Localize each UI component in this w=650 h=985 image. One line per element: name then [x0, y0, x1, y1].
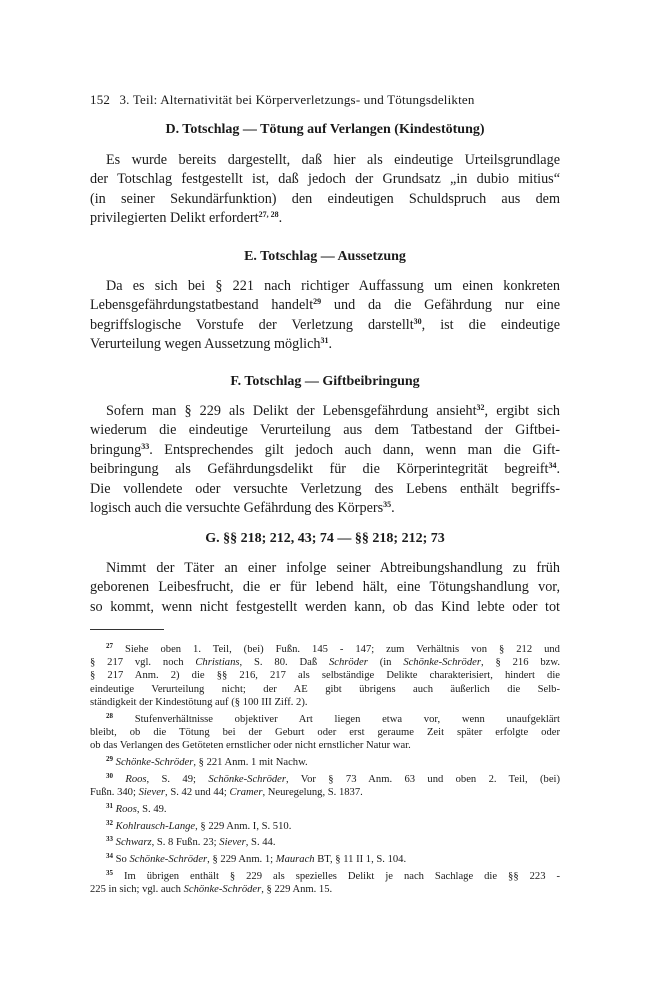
footnote-line [90, 756, 560, 769]
text-fragment: Verurteilung wegen Aussetzung möglich [90, 336, 321, 353]
text-fragment: Sofern man § 229 als Delikt der Lebensgefährdung ansieht [106, 403, 477, 419]
text-line [90, 316, 560, 335]
text-fragment: beibringung als Gefährdungsdelikt für die Körperintegrität begreift [90, 461, 549, 478]
text-fragment: . [278, 210, 283, 227]
section-heading-e: E. Totschlag — Aussetzung [244, 249, 406, 264]
text-fragment: , § 216 bzw. [480, 657, 560, 669]
text-fragment: , ergibt sich [484, 403, 560, 419]
text-line: Die vollendete oder versuchte Verletzung des Lebens enthält begriffs- [90, 480, 560, 497]
text-fragment: Siehe oben 1. Teil, (bei) Fußn. 145 - 147; zum Verhältnis von § 212 und [124, 644, 560, 655]
footnote-line [90, 786, 560, 799]
text-line: geborenen Leibesfrucht, die er für lebend hält, eine Tötungshandlung vor, [90, 579, 560, 596]
footnote-32 [90, 820, 560, 833]
footnote-number: 34 [106, 852, 113, 860]
author-name: Siever [219, 837, 246, 848]
footnote-line: § 217 Anm. 2) die §§ 216, 217 als selbständige Delikte charakterisiert, hindert die [90, 670, 560, 682]
text-fragment: § 217 vgl. noch [90, 657, 196, 669]
footnote-33 [90, 836, 560, 849]
author-name: Siever [138, 787, 166, 799]
text-line [90, 335, 560, 354]
footnote-divider [90, 629, 164, 630]
footnote-number: 28 [106, 712, 113, 720]
text-fragment: . Entsprechendes gilt jedoch auch dann, wenn man die Gift- [149, 441, 560, 458]
text-fragment: , S. 8 Fußn. 23; [151, 837, 220, 848]
footnote-ref: 34 [548, 461, 557, 471]
author-name: Schönke-Schröder [115, 757, 194, 768]
footnote-28 [90, 713, 560, 753]
text-line: wiederum die eindeutige Verurteilung aus dem Tatbestand der Giftbei- [90, 422, 560, 439]
text-fragment: , Neuregelung, S. 1837. [262, 787, 363, 799]
footnote-30 [90, 773, 560, 799]
footnote-line: ständigkeit der Kindestötung auf (§ 100 III Ziff. 2). [90, 696, 308, 708]
section-heading-g: G. §§ 218; 212, 43; 74 — §§ 218; 212; 73 [205, 531, 445, 546]
running-head-title: 3. Teil: Alternativität bei Körperverletzungs- und Tötungsdelikten [119, 92, 475, 107]
footnote-number: 33 [106, 835, 113, 843]
footnote-ref: 35 [383, 500, 392, 510]
footnote-ref: 33 [141, 441, 150, 451]
footnote-ref: 30 [413, 316, 422, 326]
text-line: Es wurde bereits dargestellt, daß hier als eindeutige Urteilsgrundlage [106, 152, 560, 168]
text-fragment: , S. 49. [136, 804, 167, 815]
footnote-line [90, 713, 560, 726]
footnote-ref: 29 [313, 297, 322, 307]
text-fragment: und da die Gefährdung nur eine [321, 297, 560, 314]
text-fragment: , ist die eindeutige [421, 316, 560, 333]
text-fragment: Lebensgefährdungstatbestand handelt [90, 297, 314, 314]
text-fragment: , § 229 Anm. 15. [261, 884, 333, 896]
footnote-line [90, 883, 560, 896]
text-fragment: , S. 42 und 44; [165, 787, 230, 799]
author-name: Schönke-Schröder [129, 854, 208, 865]
text-fragment: So [115, 854, 130, 865]
footnote-34 [90, 853, 560, 866]
text-fragment: Stufenverhältnisse objektiver Art liegen etwa vor, wenn unaufgeklärt [134, 714, 560, 725]
text-fragment: . [328, 336, 333, 353]
text-fragment: 225 in sich; vgl. auch [90, 884, 184, 896]
text-fragment: . [556, 461, 560, 478]
footnote-number: 31 [106, 802, 113, 810]
footnote-ref: 31 [320, 336, 329, 346]
text-line: der Totschlag festgestellt ist, daß jedoch der Grundsatz „in dubio mitius“ [90, 171, 560, 188]
footnote-number: 32 [106, 819, 113, 827]
author-name: Christians [195, 657, 240, 669]
footnote-number: 27 [106, 642, 113, 650]
footnote-ref: 27, 28 [258, 210, 279, 220]
section-g-paragraph [90, 559, 560, 617]
text-line: Da es sich bei § 221 nach richtiger Auffassung um einen konkreten [106, 278, 560, 294]
footnote-line [90, 870, 560, 883]
text-fragment: Fußn. 340; [90, 787, 139, 799]
author-name: Schwarz [115, 837, 152, 848]
footnote-line: eindeutige Verurteilung nicht; der AE gibt übrigens auch äußerlich die Selb- [90, 683, 560, 695]
author-name: Schröder [329, 657, 368, 669]
author-name: Roos [125, 774, 147, 785]
footnote-29 [90, 756, 560, 769]
author-name: Schönke-Schröder [183, 884, 262, 896]
footnote-line: bleibt, ob die Tötung bei der Geburt oder erst geraume Zeit später erfolgte oder [90, 727, 560, 739]
text-line: (in seiner Sekundärfunktion) den eindeutigen Schuldspruch aus dem [90, 190, 560, 207]
text-fragment: bringung [90, 441, 142, 458]
text-line [90, 296, 560, 315]
section-e-paragraph [90, 277, 560, 355]
section-f-paragraph [90, 402, 560, 518]
text-fragment: , S. 80. Daß [239, 657, 329, 669]
text-fragment: begriffslogische Vorstufe der Verletzung darstellt [90, 316, 414, 333]
text-line [90, 441, 560, 460]
text-fragment: BT, § 11 II 1, S. 104. [314, 854, 407, 865]
footnote-number: 35 [106, 869, 113, 877]
footnote-line [90, 643, 560, 656]
text-fragment: logisch auch die versuchte Gefährdung des Körpers [90, 500, 384, 517]
footnote-ref: 32 [476, 403, 485, 412]
footnote-27 [90, 643, 560, 709]
page-number: 152 [90, 92, 111, 107]
footnote-35 [90, 870, 560, 896]
footnote-line [90, 820, 560, 833]
author-name: Schönke-Schröder [403, 657, 481, 669]
text-fragment: (in [367, 657, 404, 669]
text-fragment: , § 221 Anm. 1 mit Nachw. [193, 757, 308, 768]
text-fragment: , § 229 Anm. I, S. 510. [195, 821, 292, 832]
author-name: Kohlrausch-Lange [115, 821, 196, 832]
text-line: Nimmt der Täter an einer infolge seiner Abtreibungshandlung zu früh [106, 560, 560, 576]
text-line [90, 402, 560, 421]
text-fragment: privilegierten Delikt erfordert [90, 210, 259, 227]
section-heading-d: D. Totschlag — Tötung auf Verlangen (Kindestötung) [165, 122, 485, 137]
text-fragment: , § 229 Anm. 1; [207, 854, 276, 865]
text-line [90, 499, 560, 518]
text-fragment: . [391, 500, 395, 517]
author-name: Cramer [229, 787, 263, 799]
footnote-line [90, 853, 560, 866]
footnote-31 [90, 803, 560, 816]
text-fragment: , S. 44. [245, 837, 276, 848]
text-line [90, 209, 560, 228]
footnote-number: 30 [106, 772, 113, 780]
running-head [90, 92, 530, 108]
author-name: Schönke-Schröder [208, 774, 286, 785]
text-fragment: Im übrigen enthält § 229 als spezielles Delikt je nach Sachlage die §§ 223 - [123, 871, 561, 882]
footnote-line [90, 656, 560, 669]
footnote-line [90, 803, 560, 816]
text-line: so kommt, wenn nicht festgestellt werden kann, ob das Kind lebte oder tot [90, 598, 560, 615]
author-name: Roos [115, 804, 137, 815]
text-fragment: , S. 49; [146, 774, 209, 785]
text-line [90, 460, 560, 479]
text-fragment: , Vor § 73 Anm. 63 und oben 2. Teil, (bei) [286, 774, 560, 785]
author-name: Maurach [275, 854, 315, 865]
section-d-paragraph [90, 151, 560, 229]
footnote-number: 29 [106, 755, 113, 763]
section-heading-f: F. Totschlag — Giftbeibringung [230, 374, 420, 389]
footnote-line [90, 836, 560, 849]
footnote-line [90, 773, 560, 786]
footnote-line: ob das Verlangen des Getöteten ernstlicher oder nicht ernstlicher Natur war. [90, 740, 411, 752]
